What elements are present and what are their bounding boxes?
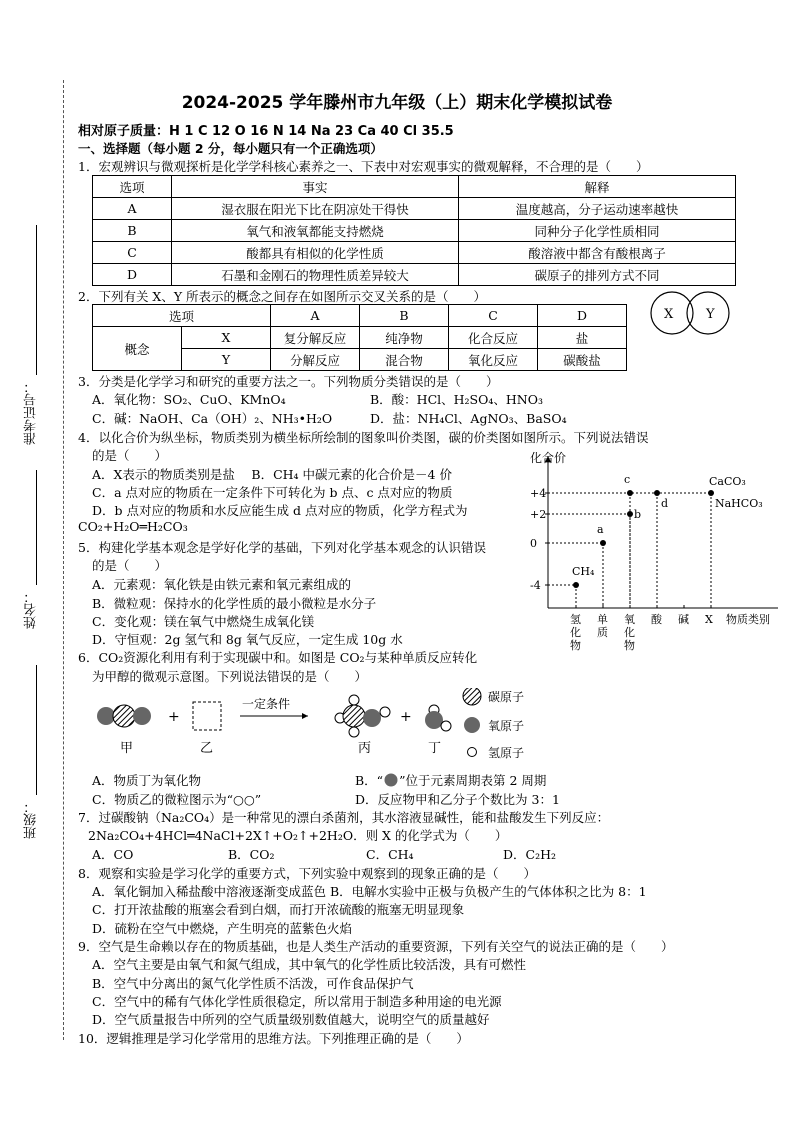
table-row [93, 220, 736, 242]
table-row [93, 176, 736, 198]
table-cell: 碳原子的排列方式不同 [459, 264, 736, 286]
q6-stem-2: 为甲醇的微观示意图。下列说法错误的是（ ） [92, 669, 368, 684]
oxygen-atom-icon [464, 717, 480, 733]
venn-x-label: X [664, 307, 674, 322]
q4-option-d: D．b 点对应的物质和水反应能生成 d 点对应的物质，化学方程式为 [92, 503, 468, 518]
data-label: NaHCO₃ [715, 497, 763, 510]
table-header: 事实 [172, 176, 459, 198]
x-tick-label: 化 [624, 626, 635, 639]
q4-option-ab: A．X表示的物质类别是盐 B．CH₄ 中碳元素的化合价是－4 价 [92, 467, 452, 482]
q6-option-b: B．“ ”位于元素周期表第 2 周期 [355, 773, 547, 788]
unknown-molecule-box [193, 702, 221, 730]
q4-option-c: C．a 点对应的物质在一定条件下可转化为 b 点、c 点对应的物质 [92, 485, 453, 500]
q7-option-c: C．CH₄ [366, 847, 414, 862]
table-row [93, 198, 736, 220]
q8-option-ab: A．氧化铜加入稀盐酸中溶液逐渐变成蓝色 B．电解水实验中正极与负极产生的气体体积之比为 8：1 [92, 884, 647, 899]
q8-option-c: C．打开浓盐酸的瓶塞会看到白烟，而打开浓硫酸的瓶塞无明显现象 [92, 902, 465, 917]
q4-equation: CO₂+H₂O═H₂CO₃ [78, 519, 188, 534]
q2-table [92, 304, 627, 371]
table-cell: 湿衣服在阳光下比在阴凉处干得快 [172, 198, 459, 220]
q5-stem-2: 的是（ ） [92, 558, 168, 573]
co2-molecule [97, 705, 151, 727]
plus-sign: + [400, 709, 412, 725]
table-cell: 同种分子化学性质相同 [459, 220, 736, 242]
y-tick-label: +4 [530, 487, 547, 500]
table-cell: 酸溶液中都含有酸根离子 [459, 242, 736, 264]
table-cell: 石墨和金刚石的物理性质差异较大 [172, 264, 459, 286]
q9-stem: 9．空气是生命赖以存在的物质基础，也是人类生产活动的重要资源，下列有关空气的说法正确的是（ ） [78, 939, 674, 954]
q5-option-a: A．元素观：氧化铁是由铁元素和氧元素组成的 [92, 577, 352, 592]
table-cell: D [93, 264, 172, 286]
q9-option-c: C．空气中的稀有气体化学性质很稳定，所以常用于制造多种用途的电光源 [92, 994, 502, 1009]
label-yi: 乙 [200, 741, 214, 756]
q4-stem-2: 的是（ ） [92, 448, 168, 463]
q8-option-d: D．硫粉在空气中燃烧，产生明亮的蓝紫色火焰 [92, 921, 353, 936]
section-heading: 一、选择题（每小题 2 分，每小题只有一个正确选项） [78, 141, 383, 156]
table-header: C [449, 305, 538, 327]
q5-option-d: D．守恒观：2g 氢气和 8g 氧气反应，一定生成 10g 水 [92, 632, 403, 647]
x-tick-label: 氢 [570, 613, 581, 626]
x-tick-label: 酸 [651, 613, 662, 626]
q3-stem: 3．分类是化学学习和研究的重要方法之一。下列物质分类错误的是（ ） [78, 374, 499, 389]
x-tick-label: X [705, 613, 713, 626]
table-header: 选项 [93, 305, 271, 327]
y-tick-label: 0 [530, 537, 537, 550]
data-point [654, 490, 660, 496]
table-header: A [271, 305, 360, 327]
q7-option-a: A．CO [92, 847, 134, 862]
x-tick-label: 碱 [678, 613, 689, 626]
table-row [93, 305, 627, 327]
table-cell: 碳酸盐 [538, 349, 627, 371]
y-tick-label: -4 [530, 579, 541, 592]
exam-title: 2024-2025 学年滕州市九年级（上）期末化学模拟试卷 [181, 93, 613, 113]
data-label: d [661, 497, 669, 510]
table-header: 解释 [459, 176, 736, 198]
data-point [627, 490, 633, 496]
legend-carbon: 碳原子 [488, 690, 525, 704]
label-bing: 丙 [358, 741, 372, 756]
data-point [600, 540, 606, 546]
q1-table [92, 175, 736, 286]
q7-option-b: B．CO₂ [228, 847, 275, 862]
q8-stem: 8．观察和实验是学习化学的重要方式，下列实验中观察到的现象正确的是（ ） [78, 866, 536, 881]
q3-option-a: A．氧化物：SO₂、CuO、KMnO₄ [92, 392, 286, 407]
table-header: 选项 [93, 176, 172, 198]
data-label: CH₄ [572, 565, 595, 578]
q5-stem-1: 5．构建化学基本观念是学好化学的基础，下列对化学基本观念的认识错误 [78, 540, 486, 555]
table-cell: C [93, 242, 172, 264]
q1-stem: 1．宏观辨识与微观探析是化学学科核心素养之一、下表中对宏观事实的微观解释，不合理的是（ ） [78, 159, 649, 174]
name-label: 姓名： [24, 590, 39, 629]
oxygen-atom-icon [383, 773, 399, 787]
venn-diagram [646, 290, 736, 336]
methanol-molecule [335, 695, 390, 737]
q3-option-c: C．碱：NaOH、Ca（OH）₂、NH₃•H₂O [92, 411, 333, 426]
binding-dashed-line [63, 80, 64, 1040]
q2-stem: 2．下列有关 X、Y 所表示的概念之间存在如图所示交叉关系的是（ ） [78, 289, 487, 304]
plus-sign: + [168, 709, 180, 725]
y-tick-label: +2 [530, 508, 547, 521]
q7-stem: 7．过碳酸钠（Na₂CO₄）是一种常见的漂白杀菌剂，其水溶液显碱性，能和盐酸发生下列反应： [78, 810, 610, 825]
data-label: c [624, 473, 631, 486]
table-cell: 混合物 [360, 349, 449, 371]
q6-stem-1: 6．CO₂资源化利用有利于实现碳中和。如图是 CO₂与某种单质反应转化 [78, 650, 478, 665]
q3-option-d: D．盐：NH₄Cl、AgNO₃、BaSO₄ [370, 411, 567, 426]
table-cell: 分解反应 [271, 349, 360, 371]
q3-option-b: B．酸：HCl、H₂SO₄、HNO₃ [370, 392, 543, 407]
exam-no-label: 准考证号： [24, 380, 39, 445]
table-cell: Y [182, 349, 271, 371]
carbon-atom-icon [463, 688, 481, 705]
hydrogen-atom-icon [468, 748, 477, 757]
table-cell: X [182, 327, 271, 349]
x-tick-label: 物 [624, 639, 635, 652]
reaction-condition: 一定条件 [242, 697, 291, 711]
q4-stem-1: 4．以化合价为纵坐标，物质类别为横坐标所绘制的图象叫价类图，碳的价类图如图所示。下列说法错误 [78, 430, 649, 445]
table-cell: 酸都具有相似的化学性质 [172, 242, 459, 264]
table-cell: 概念 [93, 327, 182, 371]
q6-option-d: D．反应物甲和乙分子个数比为 3：1 [355, 792, 560, 807]
exam-no-line [36, 225, 37, 375]
q5-option-c: C．变化观：镁在氧气中燃烧生成氧化镁 [92, 614, 315, 629]
q6-option-c: C．物质乙的微粒图示为“○○” [92, 792, 262, 807]
data-point [708, 490, 714, 496]
table-row [93, 264, 736, 286]
q7-equation: 2Na₂CO₄+4HCl═4NaCl+2X↑+O₂↑+2H₂O．则 X 的化学式为（ ） [88, 828, 508, 843]
class-label: 班级： [24, 800, 39, 839]
data-label: a [597, 523, 604, 536]
x-tick-label: 单 [597, 613, 608, 626]
data-point [573, 582, 579, 588]
legend-hydrogen: 氢原子 [488, 746, 525, 760]
x-tick-label: 氧 [624, 613, 635, 626]
table-cell: 化合反应 [449, 327, 538, 349]
atomic-mass: 相对原子质量：H 1 C 12 O 16 N 14 Na 23 Ca 40 Cl 35.5 [78, 124, 454, 139]
table-cell: 复分解反应 [271, 327, 360, 349]
x-tick-label: 物 [570, 639, 581, 652]
table-header: D [538, 305, 627, 327]
x-tick-label: 质 [597, 626, 608, 639]
q7-option-d: D．C₂H₂ [503, 847, 557, 862]
label-jia: 甲 [120, 741, 134, 756]
reaction-diagram [92, 688, 572, 760]
x-tick-label: 化 [570, 626, 581, 639]
table-cell: 盐 [538, 327, 627, 349]
q5-option-b: B．微粒观：保持水的化学性质的最小微粒是水分子 [92, 596, 377, 611]
table-cell: B [93, 220, 172, 242]
q6-option-a: A．物质丁为氧化物 [92, 773, 202, 788]
q9-option-b: B．空气中分离出的氮气化学性质不活泼，可作食品保护气 [92, 976, 414, 991]
table-cell: 氧气和液氧都能支持燃烧 [172, 220, 459, 242]
q9-option-a: A．空气主要是由氧气和氮气组成，其中氧气的化学性质比较活泼，具有可燃性 [92, 957, 527, 972]
table-row [93, 327, 627, 349]
table-cell: A [93, 198, 172, 220]
table-cell: 氧化反应 [449, 349, 538, 371]
legend-oxygen: 氧原子 [488, 719, 525, 733]
y-axis-label: 化合价 [530, 451, 567, 465]
q9-option-d: D．空气质量报告中所列的空气质量级别数值越大，说明空气的质量越好 [92, 1012, 490, 1027]
data-label: CaCO₃ [709, 475, 746, 488]
valence-chart [528, 448, 784, 664]
x-axis-label: 物质类别 [726, 613, 770, 626]
label-ding: 丁 [428, 741, 442, 756]
q10-stem: 10．逻辑推理是学习化学常用的思维方法。下列推理正确的是（ ） [78, 1031, 469, 1046]
table-header: B [360, 305, 449, 327]
name-line [36, 470, 37, 585]
table-row [93, 242, 736, 264]
class-line [36, 665, 37, 795]
water-molecule [425, 705, 451, 731]
venn-y-label: Y [706, 307, 715, 322]
table-cell: 温度越高，分子运动速率越快 [459, 198, 736, 220]
table-cell: 纯净物 [360, 327, 449, 349]
data-label: b [634, 508, 642, 521]
